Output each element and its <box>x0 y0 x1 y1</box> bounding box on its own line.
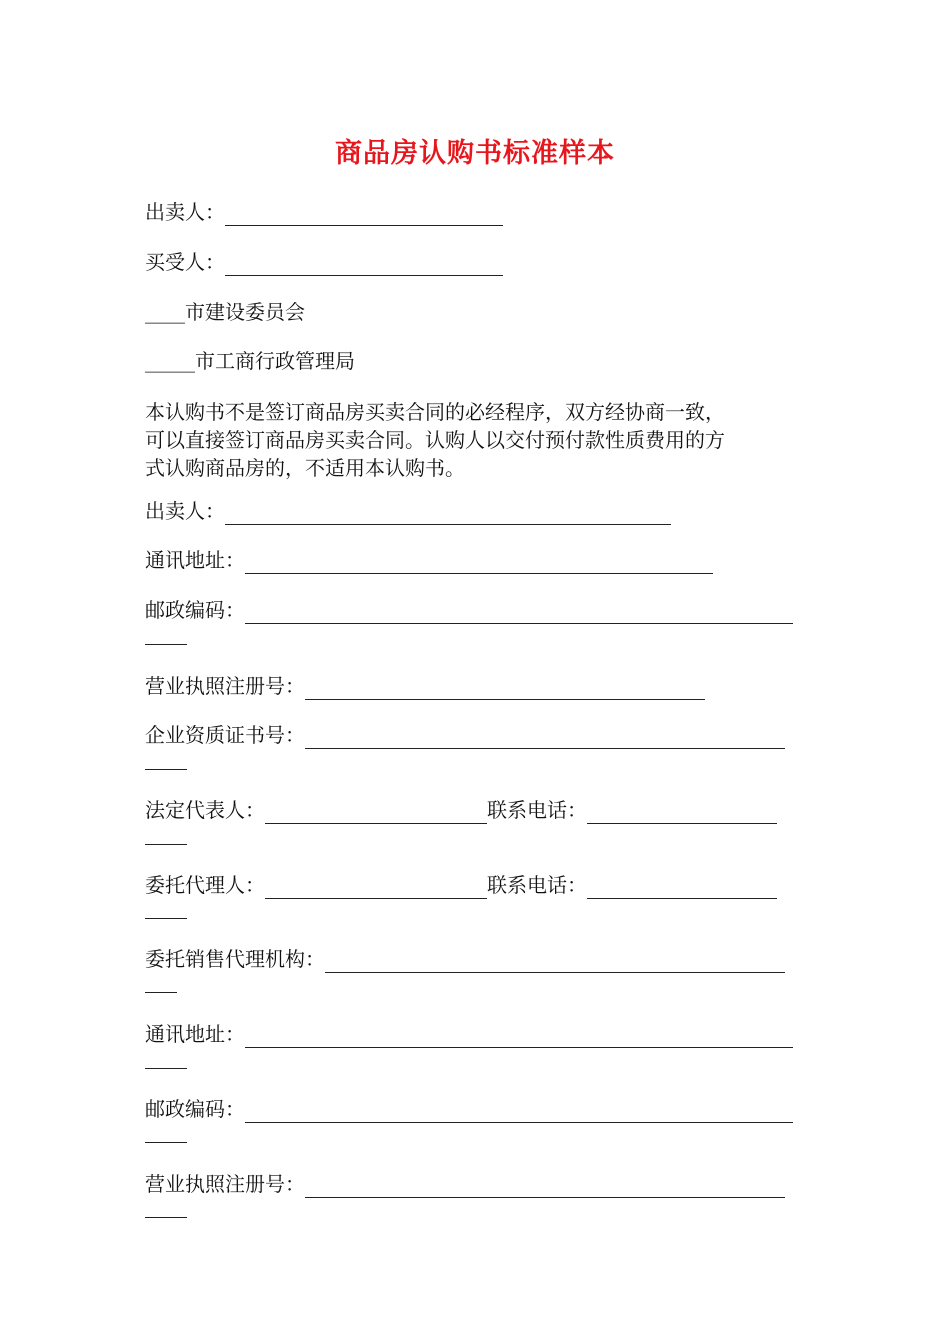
postal-line-2 <box>145 1095 793 1123</box>
buyer-line-top <box>145 248 503 276</box>
address-label: 通讯地址： <box>145 548 245 572</box>
sales-agency-blank-continuation[interactable] <box>145 991 177 993</box>
address-blank[interactable] <box>245 551 713 574</box>
license-line <box>145 672 705 700</box>
document-title: 商品房认购书标准样本 <box>335 138 615 169</box>
seller-label-top: 出卖人： <box>145 200 225 224</box>
license-blank-2[interactable] <box>305 1175 785 1198</box>
postal-line <box>145 596 793 624</box>
phone-blank-2-continuation[interactable] <box>145 917 187 919</box>
qualification-blank[interactable] <box>305 726 785 749</box>
legal-rep-line <box>145 796 777 824</box>
intro-line: 本认购书不是签订商品房买卖合同的必经程序，双方经协商一致， <box>145 400 725 424</box>
construction-prefix: ____ <box>145 300 185 324</box>
intro-line: 可以直接签订商品房买卖合同。认购人以交付预付款性质费用的方 <box>145 428 725 452</box>
legal-rep-blank[interactable] <box>265 801 487 824</box>
address-blank-2[interactable] <box>245 1025 793 1048</box>
admin-prefix: _____ <box>145 349 195 373</box>
agent-blank[interactable] <box>265 876 487 899</box>
agent-line <box>145 871 777 899</box>
qualification-line <box>145 721 785 749</box>
qualification-blank-continuation[interactable] <box>145 768 187 770</box>
phone-blank-1-continuation[interactable] <box>145 843 187 845</box>
qualification-label: 企业资质证书号： <box>145 723 305 747</box>
buyer-blank-top[interactable] <box>225 253 503 276</box>
license-label: 营业执照注册号： <box>145 674 305 698</box>
address-line <box>145 546 713 574</box>
seller-line <box>145 497 671 525</box>
license-line-2 <box>145 1170 785 1198</box>
seller-blank-top[interactable] <box>225 203 503 226</box>
sales-agency-blank[interactable] <box>325 950 785 973</box>
postal-blank[interactable] <box>245 601 793 624</box>
postal-label: 邮政编码： <box>145 598 245 622</box>
address-label-2: 通讯地址： <box>145 1022 245 1046</box>
license-label-2: 营业执照注册号： <box>145 1172 305 1196</box>
sales-agency-label: 委托销售代理机构： <box>145 947 325 971</box>
construction-committee-text: 市建设委员会 <box>185 300 305 324</box>
intro-paragraph <box>145 398 810 482</box>
seller-blank[interactable] <box>225 502 671 525</box>
seller-line-top <box>145 198 503 226</box>
phone-label-2: 联系电话： <box>487 873 587 897</box>
postal-blank-2-continuation[interactable] <box>145 1141 187 1143</box>
postal-label-2: 邮政编码： <box>145 1097 245 1121</box>
phone-blank-2[interactable] <box>587 876 777 899</box>
intro-line: 式认购商品房的，不适用本认购书。 <box>145 456 465 480</box>
admin-bureau-text: 市工商行政管理局 <box>195 349 355 373</box>
agent-label: 委托代理人： <box>145 873 265 897</box>
license-blank[interactable] <box>305 677 705 700</box>
admin-bureau-line <box>145 347 355 375</box>
license-blank-2-continuation[interactable] <box>145 1216 187 1218</box>
seller-label: 出卖人： <box>145 499 225 523</box>
postal-blank-continuation[interactable] <box>145 643 187 645</box>
sales-agency-line <box>145 945 785 973</box>
construction-committee-line <box>145 298 305 326</box>
address-blank-2-continuation[interactable] <box>145 1067 187 1069</box>
buyer-label-top: 买受人： <box>145 250 225 274</box>
legal-rep-label: 法定代表人： <box>145 798 265 822</box>
postal-blank-2[interactable] <box>245 1100 793 1123</box>
phone-label-1: 联系电话： <box>487 798 587 822</box>
phone-blank-1[interactable] <box>587 801 777 824</box>
address-line-2 <box>145 1020 793 1048</box>
